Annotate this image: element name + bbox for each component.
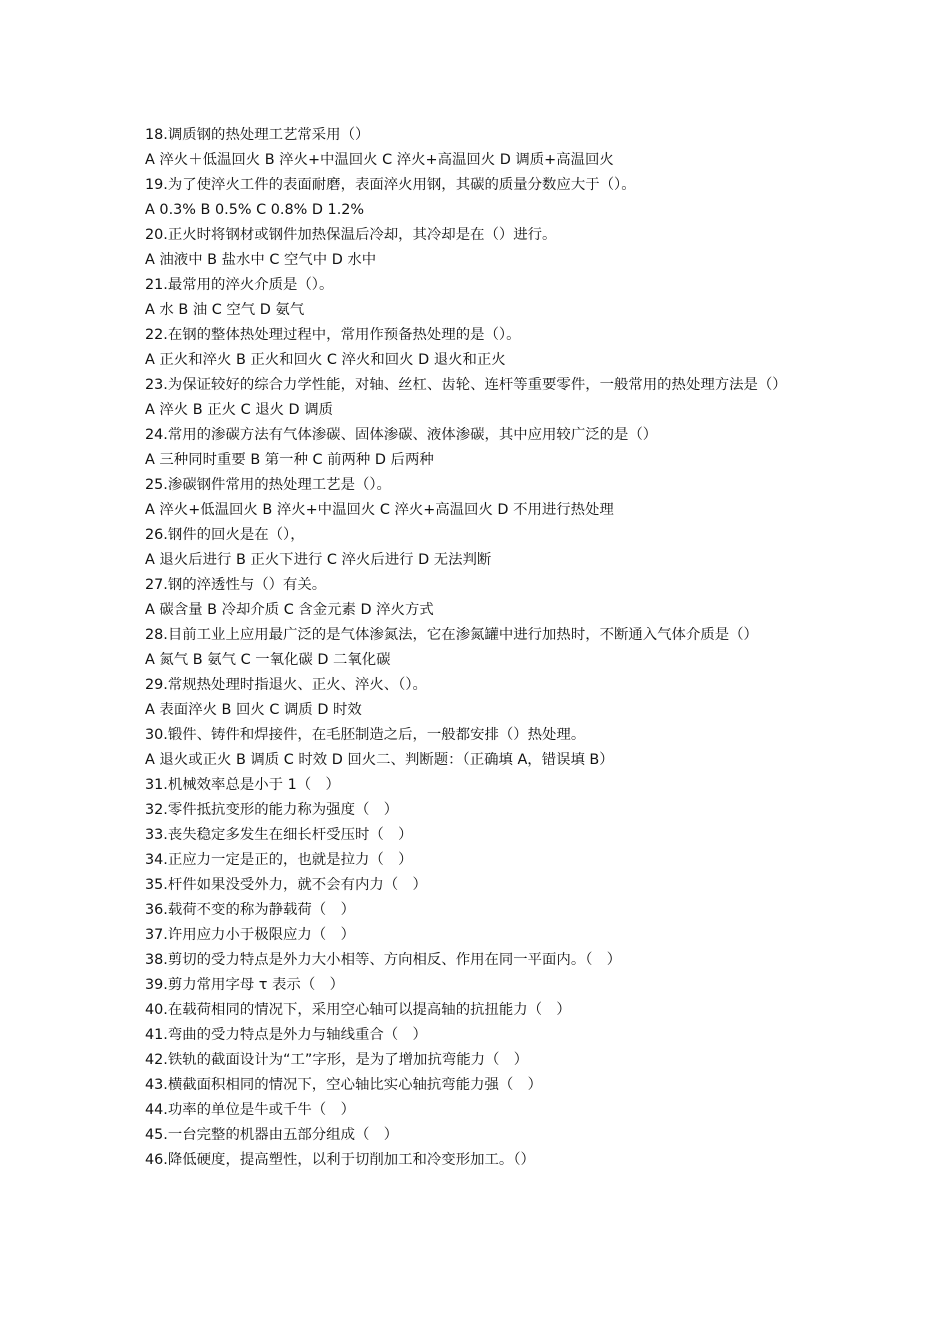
question-28-options: A 氮气 B 氨气 C 一氧化碳 D 二氧化碳 <box>145 652 391 668</box>
question-18: 18.调质钢的热处理工艺常采用（） <box>145 127 370 143</box>
question-30: 30.锻件、铸件和焊接件，在毛胚制造之后，一般都安排（）热处理。 <box>145 727 586 743</box>
question-18-options: A 淬火＋低温回火 B 淬火+中温回火 C 淬火+高温回火 D 调质+高温回火 <box>145 152 614 168</box>
question-37: 37.许用应力小于极限应力（ ） <box>145 927 355 943</box>
question-41: 41.弯曲的受力特点是外力与轴线重合（ ） <box>145 1027 427 1043</box>
question-29: 29.常规热处理时指退火、正火、淬火、（）。 <box>145 677 427 693</box>
question-21-options: A 水 B 油 C 空气 D 氨气 <box>145 302 305 318</box>
question-23: 23.为保证较好的综合力学性能，对轴、丝杠、齿轮、连杆等重要零件，一般常用的热处理方法是（） <box>145 377 787 393</box>
question-30-options: A 退火或正火 B 调质 C 时效 D 回火二、判断题：（正确填 A，错误填 B） <box>145 752 614 768</box>
question-40: 40.在载荷相同的情况下，采用空心轴可以提高轴的抗扭能力（ ） <box>145 1002 571 1018</box>
question-31: 31.机械效率总是小于 1（ ） <box>145 777 340 793</box>
question-20: 20.正火时将钢材或钢件加热保温后冷却，其冷却是在（）进行。 <box>145 227 557 243</box>
question-24: 24.常用的渗碳方法有气体渗碳、固体渗碳、液体渗碳，其中应用较广泛的是（） <box>145 427 658 443</box>
question-43: 43.横截面积相同的情况下，空心轴比实心轴抗弯能力强（ ） <box>145 1077 543 1093</box>
question-35: 35.杆件如果没受外力，就不会有内力（ ） <box>145 877 427 893</box>
question-26-options: A 退火后进行 B 正火下进行 C 淬火后进行 D 无法判断 <box>145 552 492 568</box>
question-45: 45.一台完整的机器由五部分组成（ ） <box>145 1127 399 1143</box>
question-42: 42.铁轨的截面设计为“工”字形，是为了增加抗弯能力（ ） <box>145 1052 529 1068</box>
question-25-options: A 淬火+低温回火 B 淬火+中温回火 C 淬火+高温回火 D 不用进行热处理 <box>145 502 614 518</box>
question-34: 34.正应力一定是正的，也就是拉力（ ） <box>145 852 413 868</box>
question-19: 19.为了使淬火工件的表面耐磨，表面淬火用钢，其碳的质量分数应大于（）。 <box>145 177 636 193</box>
question-20-options: A 油液中 B 盐水中 C 空气中 D 水中 <box>145 252 377 268</box>
question-29-options: A 表面淬火 B 回火 C 调质 D 时效 <box>145 702 362 718</box>
question-44: 44.功率的单位是牛或千牛（ ） <box>145 1102 355 1118</box>
question-19-options: A 0.3% B 0.5% C 0.8% D 1.2% <box>145 202 365 218</box>
question-text-block <box>145 123 815 1173</box>
question-26: 26.钢件的回火是在（）， <box>145 527 305 543</box>
question-38: 38.剪切的受力特点是外力大小相等、方向相反、作用在同一平面内。（ ） <box>145 952 622 968</box>
question-28: 28.目前工业上应用最广泛的是气体渗氮法，它在渗氮罐中进行加热时，不断通入气体介质是（） <box>145 627 758 643</box>
question-36: 36.载荷不变的称为静载荷（ ） <box>145 902 355 918</box>
question-23-options: A 淬火 B 正火 C 退火 D 调质 <box>145 402 333 418</box>
question-33: 33.丧失稳定多发生在细长杆受压时（ ） <box>145 827 413 843</box>
question-32: 32.零件抵抗变形的能力称为强度（ ） <box>145 802 399 818</box>
question-21: 21.最常用的淬火介质是（）。 <box>145 277 334 293</box>
question-46: 46.降低硬度，提高塑性，以利于切削加工和冷变形加工。（） <box>145 1152 535 1168</box>
question-24-options: A 三种同时重要 B 第一种 C 前两种 D 后两种 <box>145 452 434 468</box>
question-22-options: A 正火和淬火 B 正火和回火 C 淬火和回火 D 退火和正火 <box>145 352 506 368</box>
question-27-options: A 碳含量 B 冷却介质 C 含金元素 D 淬火方式 <box>145 602 434 618</box>
question-39: 39.剪力常用字母 τ 表示（ ） <box>145 977 344 993</box>
question-27: 27.钢的淬透性与（）有关。 <box>145 577 327 593</box>
question-25: 25.渗碳钢件常用的热处理工艺是（）。 <box>145 477 391 493</box>
question-22: 22.在钢的整体热处理过程中，常用作预备热处理的是（）。 <box>145 327 521 343</box>
